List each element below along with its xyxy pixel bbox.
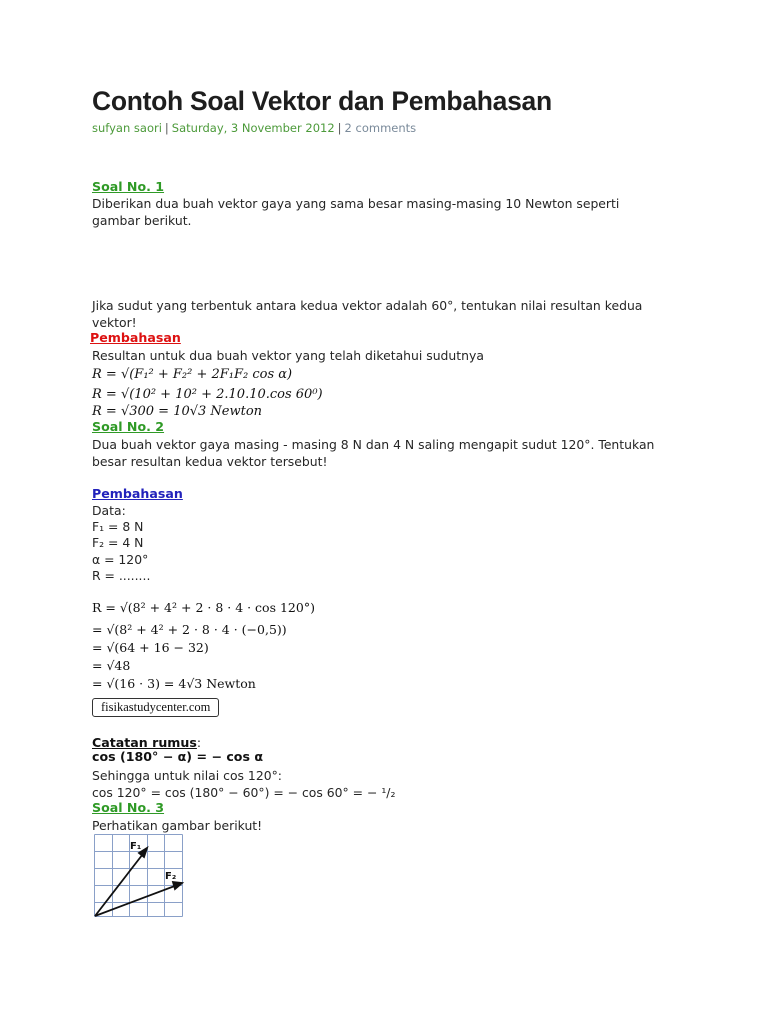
post-date[interactable]: Saturday, 3 November 2012 [171,121,335,135]
soal-2-heading: Soal No. 2 [92,419,165,434]
soal-1-text: Diberikan dua buah vektor gaya yang sama besar masing-masing 10 Newton seperti gambar berikut. [92,196,620,228]
calc-line-1: R = √(8² + 4² + 2 · 8 · 4 · cos 120°) [92,600,315,615]
equation-1: R = √(F₁² + F₂² + 2F₁F₂ cos α) [92,367,293,382]
calc-line-2: = √(8² + 4² + 2 · 8 · 4 · (−0,5)) [92,622,287,637]
data-label: Data: [92,503,126,518]
data-alpha: α = 120° [92,552,149,567]
equation-2: R = √(10² + 10² + 2.10.10.cos 60⁰) [92,387,323,402]
data-f1: F₁ = 8 N [92,519,144,534]
calc-line-3: = √(64 + 16 − 32) [92,640,209,655]
hasil-text: cos 120° = cos (180° − 60°) = − cos 60° = − ¹/₂ [92,785,396,800]
post-meta [92,121,416,135]
rumus: cos (180° − α) = − cos α [92,749,263,764]
soal-1-pembahasan-text: Resultan untuk dua buah vektor yang telah diketahui sudutnya [92,348,484,363]
page-title: Contoh Soal Vektor dan Pembahasan [92,86,552,116]
data-f2: F₂ = 4 N [92,535,144,550]
author-link[interactable]: sufyan saori [92,121,162,135]
soal-1-question: Jika sudut yang terbentuk antara kedua vektor adalah 60°, tentukan nilai resultan kedua vektor! [92,298,643,330]
catatan-colon: : [196,735,202,750]
soal-2-text: Dua buah vektor gaya masing - masing 8 N dan 4 N saling mengapit sudut 120°. Tentukan besar resultan kedua vektor tersebut! [92,437,655,469]
soal-1-pembahasan-heading: Pembahasan [90,330,181,345]
equation-3: R = √300 = 10√3 Newton [92,404,263,419]
meta-separator: | [337,121,342,135]
soal-1-heading: Soal No. 1 [92,179,165,194]
catatan-heading: Catatan rumus [92,735,197,750]
sehingga-text: Sehingga untuk nilai cos 120°: [92,768,282,783]
comments-link[interactable]: 2 comments [344,121,417,135]
watermark-box: fisikastudycenter.com [92,698,219,717]
soal-3-text: Perhatikan gambar berikut! [92,818,263,833]
vector-grid-figure [94,834,186,920]
data-r: R = ........ [92,568,151,583]
calc-line-4: = √48 [92,658,131,673]
label-f2: F₂ [165,871,177,882]
soal-3-heading: Soal No. 3 [92,800,165,815]
meta-separator: | [164,121,169,135]
soal-2-pembahasan-heading: Pembahasan [92,486,183,501]
label-f1: F₁ [130,841,142,852]
calc-line-5: = √(16 · 3) = 4√3 Newton [92,676,256,691]
